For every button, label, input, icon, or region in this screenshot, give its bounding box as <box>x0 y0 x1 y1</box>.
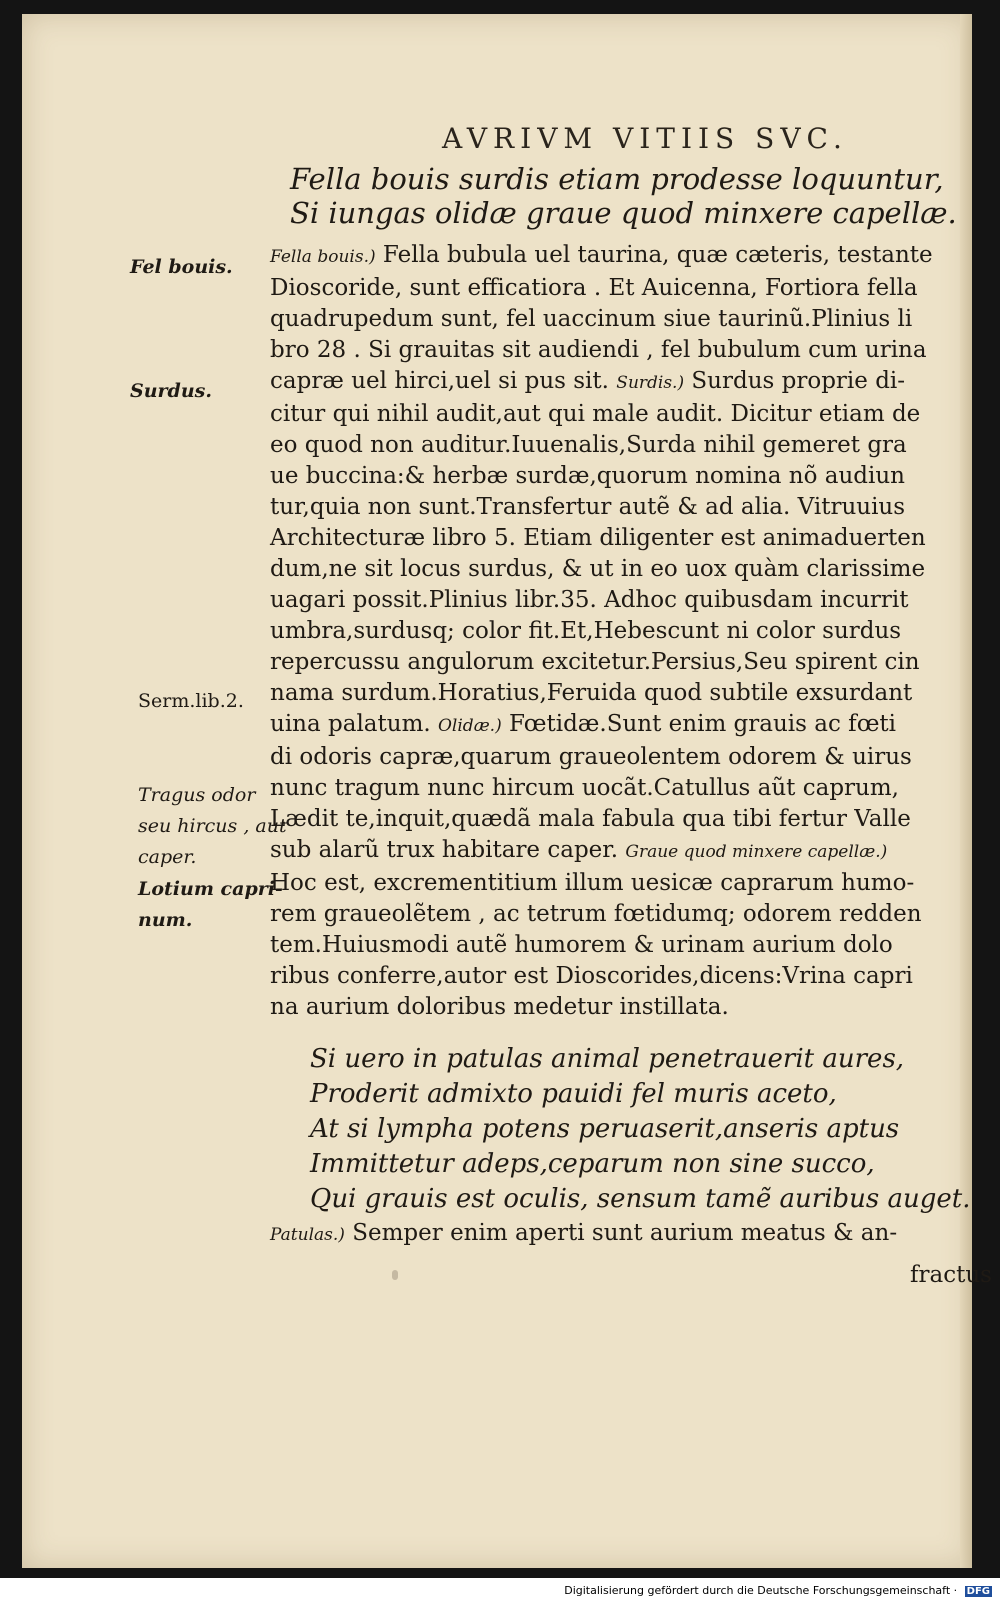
marginal-note: Surdus. <box>130 380 212 402</box>
commentary-line: Fella bouis.) Fella bubula uel taurina, quæ cæteris, testante <box>270 242 933 268</box>
marginal-note: num. <box>138 909 193 931</box>
marginal-note: Lotium capri- <box>138 878 283 900</box>
marginal-note-block <box>138 780 287 873</box>
commentary-line: Hoc est, excrementitium illum uesicæ caprarum humo- <box>270 870 915 896</box>
marginal-note: Tragus odor <box>138 784 256 806</box>
commentary-line: rem graueolẽtem , ac tetrum fœtidumq; odorem redden <box>270 901 922 927</box>
commentary-line: na aurium doloribus medetur instillata. <box>270 994 729 1020</box>
commentary-line: tem.Huiusmodi autẽ humorem & urinam aurium dolo <box>270 932 893 958</box>
page-edge <box>960 14 972 1568</box>
credit-text: Digitalisierung gefördert durch die Deutsche Forschungsgemeinschaft · <box>564 1584 958 1597</box>
commentary-line: Lædit te,inquit,quædã mala fabula qua tibi fertur Valle <box>270 806 911 832</box>
verse-block-2 <box>310 1042 971 1217</box>
final-commentary-line: Patulas.) Semper enim aperti sunt aurium meatus & an- <box>270 1220 898 1246</box>
book-page <box>22 14 992 1568</box>
lemma: Graue quod minxere capellæ.) <box>625 842 888 862</box>
verse-line: At si lympha potens peruaserit,anseris aptus <box>310 1114 900 1144</box>
commentary-line: eo quod non auditur.Iuuenalis,Surda nihil gemeret gra <box>270 432 907 458</box>
commentary-line: bro 28 . Si grauitas sit audiendi , fel bubulum cum urina <box>270 337 927 363</box>
commentary-line: Architecturæ libro 5. Etiam diligenter est animaduerten <box>270 525 926 551</box>
commentary-line: capræ uel hirci,uel si pus sit. Surdis.) Surdus proprie di- <box>270 368 906 394</box>
marginal-note: Fel bouis. <box>130 256 233 278</box>
commentary-line: tur,quia non sunt.Transfertur autẽ & ad alia. Vitruuius <box>270 494 906 520</box>
commentary-line: nunc tragum nunc hircum uocãt.Catullus aũt caprum, <box>270 775 899 801</box>
commentary-line: di odoris capræ,quarum graueolentem odorem & uirus <box>270 744 912 770</box>
lemma: Surdis.) <box>616 373 685 393</box>
verse-line: Si iungas olidæ graue quod minxere capellæ. <box>290 196 957 230</box>
commentary-line: Dioscoride, sunt efficatiora . Et Auicenna, Fortiora fella <box>270 275 918 301</box>
commentary-line: ue buccina:& herbæ surdæ,quorum nomina nõ audiun <box>270 463 905 489</box>
digitization-credit <box>564 1584 992 1597</box>
commentary-block <box>270 240 933 1023</box>
commentary-line: ribus conferre,autor est Dioscorides,dicens:Vrina capri <box>270 963 913 989</box>
running-head: AVRIVM VITIIS SVC. <box>442 122 848 155</box>
lemma: Patulas.) <box>270 1225 345 1245</box>
verse-block-1 <box>290 162 957 230</box>
verse-line: Immittetur adeps,ceparum non sine succo, <box>310 1149 875 1179</box>
ink-smudge <box>392 1270 398 1280</box>
commentary-line: citur qui nihil audit,aut qui male audit. Dicitur etiam de <box>270 401 921 427</box>
commentary-line: nama surdum.Horatius,Feruida quod subtile exsurdant <box>270 680 913 706</box>
commentary-line: sub alarũ trux habitare caper. Graue quod minxere capellæ.) <box>270 837 888 863</box>
marginal-note: caper. <box>138 846 197 868</box>
commentary-line: umbra,surdusq; color fit.Et,Hebescunt ni color surdus <box>270 618 902 644</box>
commentary-line: quadrupedum sunt, fel uaccinum siue taurinũ.Plinius li <box>270 306 913 332</box>
catchword: fractus <box>910 1262 992 1288</box>
dfg-logo: DFG <box>966 1585 990 1597</box>
lemma: Fella bouis.) <box>270 247 376 267</box>
commentary-line: repercussu angulorum excitetur.Persius,Seu spirent cin <box>270 649 920 675</box>
commentary-line: uagari possit.Plinius libr.35. Adhoc quibusdam incurrit <box>270 587 909 613</box>
marginal-note-block <box>138 874 283 936</box>
marginal-note: Serm.lib.2. <box>138 690 244 712</box>
lemma: Olidæ.) <box>438 716 502 736</box>
commentary-line: uina palatum. Olidæ.) Fœtidæ.Sunt enim grauis ac fœti <box>270 711 897 737</box>
verse-line: Si uero in patulas animal penetrauerit aures, <box>310 1044 905 1074</box>
verse-line: Fella bouis surdis etiam prodesse loquuntur, <box>290 162 944 196</box>
commentary-line: dum,ne sit locus surdus, & ut in eo uox quàm clarissime <box>270 556 926 582</box>
verse-line: Proderit admixto pauidi fel muris aceto, <box>310 1079 837 1109</box>
verse-line: Qui grauis est oculis, sensum tamẽ auribus auget. <box>310 1184 971 1214</box>
marginal-note: seu hircus , aut <box>138 815 287 837</box>
